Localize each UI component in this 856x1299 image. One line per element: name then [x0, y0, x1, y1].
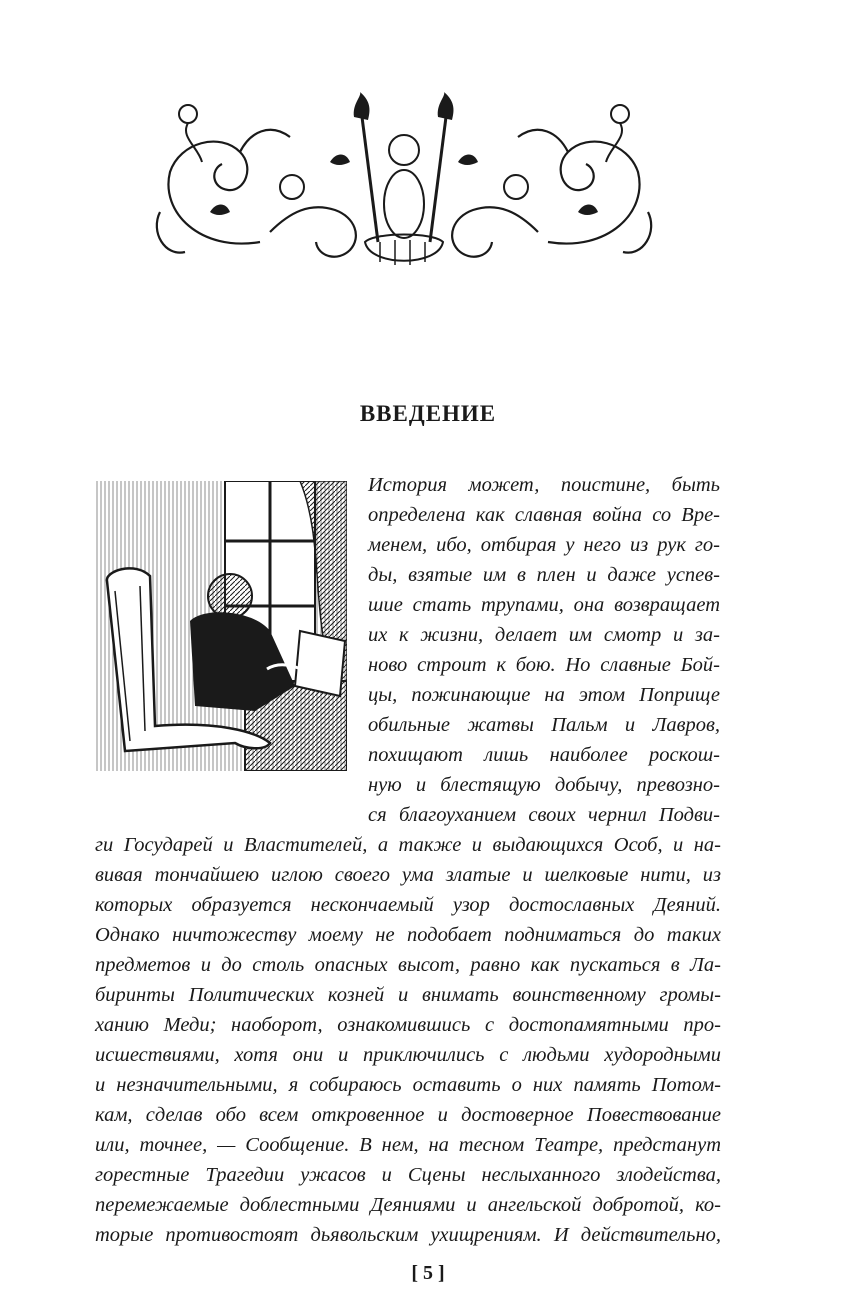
page-number: [ 5 ] [411, 1262, 445, 1284]
text-line: ги Государей и Властителей, а также и выдающихся Особ, и на- [95, 834, 721, 856]
text-line: обильные жатвы Пальм и Лавров, [368, 714, 720, 736]
text-line: ную и блестящую добычу, превозно- [368, 774, 720, 796]
text-line: кам, сделав обо всем откровенное и достоверное Повествование [95, 1104, 721, 1126]
headpiece-drawing [140, 92, 668, 278]
text-line: и незначительными, я собираюсь оставить о них память Потом- [95, 1074, 721, 1096]
text-line: торые противостоят дьявольским ухищрениям. И действительно, [95, 1224, 721, 1246]
text-line: которых образуется нескончаемый узор достославных Деяний. [95, 894, 721, 916]
text-line: вивая тончайшею иглою своего ума златые и шелковые нити, из [95, 864, 721, 886]
engraving-drawing [95, 481, 347, 771]
text-line: ды, взятые им в плен и даже успев- [368, 564, 720, 586]
text-line: ся благоуханием своих чернил Подви- [368, 804, 720, 826]
text-line: предметов и до столь опасных высот, равно как пускаться в Ла- [95, 954, 721, 976]
text-line: ново строит к бою. Но славные Бой- [368, 654, 720, 676]
text-line: горестные Трагедии ужасов и Сцены неслыханного злодейства, [95, 1164, 721, 1186]
text-line: История может, поистине, быть [368, 474, 720, 496]
text-line: определена как славная война со Вре- [368, 504, 720, 526]
text-line: менем, ибо, отбирая у него из рук го- [368, 534, 720, 556]
chapter-title: ВВЕДЕНИЕ [359, 401, 497, 426]
text-line: ханию Меди; наоборот, ознакомившись с достопамятными про- [95, 1014, 721, 1036]
text-line: их к жизни, делает им смотр и за- [368, 624, 720, 646]
text-line: перемежаемые доблестными Деяниями и ангельской добротой, ко- [95, 1194, 721, 1216]
text-line: цы, пожинающие на этом Поприще [368, 684, 720, 706]
text-line: исшествиями, хотя они и приключились с людьми худородными [95, 1044, 721, 1066]
text-line: похищают лишь наиболее роскош- [368, 744, 720, 766]
text-line: Однако ничтожеству моему не подобает подниматься до таких [95, 924, 721, 946]
text-line: шие стать трупами, она возвращает [368, 594, 720, 616]
text-line: биринты Политических козней и внимать воинственному громы- [95, 984, 721, 1006]
text-line: или, точнее, — Сообщение. В нем, на тесном Театре, предстанут [95, 1134, 721, 1156]
ornamental-headpiece [140, 92, 668, 278]
reading-man-illustration [95, 481, 347, 771]
